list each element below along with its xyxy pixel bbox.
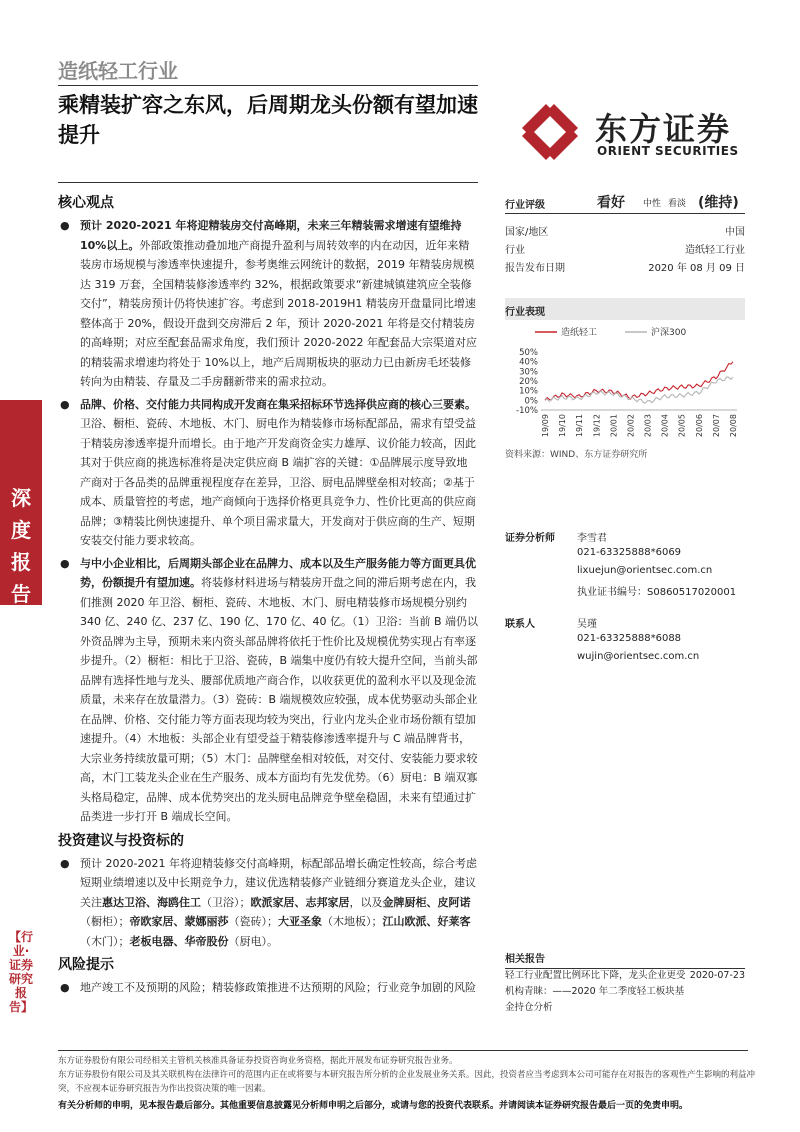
- info-value: 造纸轻工行业: [685, 245, 745, 256]
- side-char: 报: [11, 550, 31, 574]
- x-tick-label: 19/12: [592, 414, 602, 438]
- related-report[interactable]: [505, 1000, 745, 1016]
- x-tick-label: 19/10: [558, 414, 568, 438]
- invest-text: （瓷砖）；: [228, 915, 278, 928]
- x-tick-label: 20/02: [626, 414, 636, 438]
- legend-label: 造纸轻工: [561, 328, 598, 338]
- info-key: 行业: [505, 245, 525, 256]
- invest-stock: 大亚圣象: [278, 915, 322, 928]
- core-bullet: [58, 554, 478, 827]
- bullet-dot-icon: ●: [60, 556, 70, 570]
- info-row-region: [505, 220, 745, 238]
- x-tick-label: 20/05: [677, 414, 687, 438]
- core-heading: 核心观点: [58, 195, 114, 211]
- info-panel: [505, 190, 745, 274]
- chart-y-axis: [516, 348, 538, 416]
- invest-bullet: [58, 854, 478, 952]
- rating-label: 行业评级: [505, 200, 545, 211]
- related-report[interactable]: [505, 968, 745, 984]
- contact-email[interactable]: wujin@orientsec.com.cn: [577, 651, 700, 662]
- industry-title: 造纸轻工行业: [58, 59, 178, 83]
- side-char: 度: [11, 518, 31, 542]
- x-tick-label: 19/11: [575, 414, 585, 438]
- title-rule-top: [58, 85, 478, 86]
- rating-hold: (维持): [698, 195, 739, 211]
- analyst-email[interactable]: lixuejun@orientsec.com.cn: [577, 565, 713, 576]
- invest-heading: 投资建议与投资标的: [58, 832, 184, 849]
- bullet-dot-icon: ●: [60, 981, 70, 994]
- footer-disclaimer: [58, 1054, 758, 1096]
- x-tick-label: 20/08: [729, 414, 738, 438]
- y-tick-label: -10%: [516, 406, 538, 416]
- rating-bad: 看淡: [668, 199, 687, 209]
- legend-label: 沪深300: [651, 328, 687, 338]
- invest-text: 预计 2020-2021 年将迎精装修交付高峰期，标配部品增长确定性较高，综合考虑短期业绩增速以及中长期竞争力，建议优选精装修产业链细分赛道龙头企业，建议关注: [80, 856, 477, 909]
- contact-row: [505, 649, 755, 667]
- x-tick-label: 19/09: [541, 414, 550, 438]
- info-row-industry: [505, 238, 745, 256]
- series-line-industry: [545, 362, 733, 401]
- x-tick-label: 20/07: [711, 414, 721, 438]
- invest-text: （厨电）。: [228, 934, 278, 948]
- invest-stock: 金牌厨柜、皮阿诺: [382, 895, 471, 909]
- x-tick-label: 20/03: [643, 414, 653, 438]
- chart-legend: [535, 326, 686, 338]
- invest-text: （橱柜）；: [80, 915, 130, 928]
- x-tick-label: 20/04: [660, 414, 670, 438]
- performance-chart: [505, 322, 745, 440]
- bullet-text: 将装修材料进场与精装房开盘之间的滞后期考虑在内，我们推测 2020 年卫浴、橱柜、瓷砖、木地板、木门、厨电精装修市场规模分别约 340 亿、240 亿、237 亿、190 亿、170 亿、40 亿。（1）卫浴：当前 B 端仍以外资品牌为主导，预期未来内资头部品牌将依托于性价比及规模优势实现占有率逐步提升。（2）橱柜：相比于卫浴、瓷砖，B 端集中度仍有较大提升空间，当前头部品牌有选择性地与龙头、腰部优质地产商合作，以收获更优的盈利水平以及现金流质量，未来存在放量潜力。（3）瓷砖：B 端规模效应较强，成本优势驱动头部企业在品牌、价格、交付能力等方面表现均较为突出，行业内龙头企业市场份额有望加速提升。（4）木地板：头部企业有望受益于精装修渗透率提升与 C 端品牌背书，大宗业务持续放量可期；（5）木门：品牌壁垒相对较低，对交付、安装能力要求较高，木门工装龙头企业在生产服务、成本方面均有先发优势。（6）厨电：B 端双寡头格局稳定，品牌、成本优势突出的龙头厨电品牌竞争壁垒稳固，未来有望通过扩品类进一步打开 B 端成长空间。: [80, 576, 478, 823]
- invest-text: ，以及: [349, 895, 383, 909]
- invest-stock: 帝欧家居、蒙娜丽莎: [129, 915, 229, 928]
- invest-stock: 欧派家居、志邦家居: [250, 895, 350, 909]
- chart-source: 资料来源：WIND、东方证券研究所: [505, 450, 648, 460]
- performance-heading: 行业表现: [505, 298, 745, 320]
- info-value: 2020 年 08 月 09 日: [648, 263, 745, 274]
- analyst-key: 证券分析师: [505, 533, 555, 544]
- core-bullet: [58, 216, 478, 392]
- y-tick-label: 30%: [519, 367, 538, 378]
- contact-row: [505, 613, 755, 631]
- info-key: 国家/地区: [505, 227, 549, 238]
- related-report[interactable]: [505, 984, 745, 1000]
- chart-plot: [541, 362, 737, 410]
- analyst-phone: 021-63325888*6069: [577, 547, 682, 558]
- bullet-bold: 与中小企业相比，后周期头部企业在品牌力、成本以及生产服务能力等方面更具优势，份额提升有望加速。: [80, 556, 476, 589]
- title-rule-bottom: [58, 182, 478, 183]
- x-tick-label: 20/06: [694, 414, 704, 438]
- side-char: 深: [11, 486, 31, 510]
- y-tick-label: 10%: [519, 386, 538, 397]
- bullet-dot-icon: ●: [60, 219, 70, 232]
- main-column: [58, 190, 478, 1001]
- risk-text: 地产竣工不及预期的风险；精装修政策推进不达预期的风险；行业竞争加剧的风险: [80, 981, 476, 994]
- y-tick-label: 20%: [519, 377, 538, 387]
- invest-text: （木门）；: [80, 934, 130, 948]
- analyst-license: 执业证书编号：S0860517020001: [577, 587, 737, 598]
- rating-mid: 中性: [643, 199, 662, 209]
- risk-heading: 风险提示: [58, 957, 114, 973]
- report-title: 乘精装扩容之东风，后周期龙头份额有望加速提升: [58, 93, 478, 147]
- side-report-type: [0, 400, 42, 605]
- core-bullet: [58, 395, 478, 551]
- analyst-name: 李雪君: [577, 533, 607, 544]
- related-title: 机构青睐：——2020 年二季度轻工板块基: [505, 986, 685, 997]
- info-row-date: [505, 256, 745, 274]
- rating-value: 看好: [597, 195, 625, 211]
- bullet-text: 卫浴、橱柜、瓷砖、木地板、木门、厨电作为精装修市场标配部品，需求有望受益于精装房渗透率提升而增长。由于地产开发商资金实力雄厚、议价能力较高，因此其对于供应商的挑选标准将是决定供应商 B 端扩容的关键：①品牌展示度导致地产商对于各品类的品牌重视程度存在差异，卫浴、厨电品牌壁垒相对较高；②基于成本、质量管控的考虑，地产商倾向于选择价格更具竞争力、性价比更高的供应商品牌；③精装比例快速提升、单个项目需求量大，开发商对于供应商的生产、短期安装交付能力要求较高。: [80, 417, 476, 547]
- side-char: 告: [11, 582, 31, 606]
- info-key: 报告发布日期: [505, 263, 565, 274]
- x-tick-label: 20/01: [609, 414, 619, 438]
- contact-phone: 021-63325888*6088: [577, 633, 682, 644]
- bullet-text: 外部政策推动叠加地产商提升盈利与周转效率的内在动因，近年来精装房市场规模与渗透率快速提升，参考奥维云网统计的数据，2019 年精装房规模达 319 万套，全国精装修渗透率约 32%，根据政策要求“新建城镇建筑应全装修交付”，精装房预计仍将快速扩容。考虑到 2018-2019H1 精装房开盘量同比增速整体高于 20%，假设开盘到交房滞后 2 年，预计 2020-2021 年将是交付精装房的高峰期；对应至配套品需求角度，我们预计 2020-2022 年配套品大宗渠道对应的精装需求增速均将处于 10%以上，地产后周期板块的驱动力已由新房毛坯装修转向为由精装、存量及二手房翻新带来的需求拉动。: [80, 238, 477, 388]
- rating-row: [505, 190, 745, 214]
- invest-stock: 江山欧派、好莱客: [382, 915, 471, 928]
- analyst-row: [505, 545, 755, 563]
- bullet-dot-icon: ●: [60, 856, 70, 870]
- side-tag: 【行业·证券研究报告】: [8, 930, 33, 1014]
- related-heading: 相关报告: [505, 950, 745, 969]
- related-title: 轻工行业配置比例环比下降，龙头企业更受: [505, 970, 686, 981]
- analyst-block: [505, 527, 755, 667]
- contact-name: 吴瑾: [577, 619, 597, 630]
- invest-text: （卫浴）；: [201, 895, 251, 909]
- related-date: 2020-07-23: [689, 970, 745, 981]
- analyst-row: [505, 527, 755, 545]
- bullet-dot-icon: ●: [60, 397, 70, 411]
- invest-stock: 老板电器、华帝股份: [129, 934, 229, 948]
- footer-rule: [58, 1050, 748, 1051]
- bullet-bold: 品牌、价格、交付能力共同构成开发商在集采招标环节选择供应商的核心三要素。: [80, 397, 476, 411]
- y-tick-label: 40%: [519, 357, 538, 368]
- contact-row: [505, 631, 755, 649]
- contact-key: 联系人: [505, 619, 535, 630]
- analyst-row: [505, 581, 755, 599]
- footer-line: 东方证券股份有限公司经相关主管机关核准具备证券投资咨询业务资格，据此开展发布证券研究报告业务。: [58, 1056, 458, 1066]
- info-value: 中国: [725, 227, 745, 238]
- y-tick-label: 50%: [519, 348, 538, 358]
- related-title: 金持仓分析: [505, 1002, 553, 1013]
- logo-text-en: ORIENT SECURITIES: [597, 144, 739, 158]
- chart-x-axis: [541, 414, 738, 437]
- risk-bullet: [58, 978, 478, 998]
- invest-stock: 惠达卫浴、海鸥住工: [102, 895, 201, 909]
- footer-bold: 有关分析师的申明，见本报告最后部分。其他重要信息披露见分析师申明之后部分，或请与您的投资代表联系。并请阅读本证券研究报告最后一页的免责申明。: [58, 1101, 689, 1111]
- invest-text: （木地板）；: [322, 915, 383, 928]
- logo-text-cn: 东方证券: [595, 110, 732, 148]
- bullet-bold: 预计 2020-2021 年将迎精装房交付高峰期，未来三年精装需求增速有望维持 10%以上。: [80, 219, 462, 252]
- analyst-row: [505, 563, 755, 581]
- y-tick-label: 0%: [524, 396, 538, 407]
- footer-line: 东方证券股份有限公司及其关联机构在法律许可的范围内正在或将要与本研究报告所分析的企业发展业务关系。因此，投资者应当考虑到本公司可能存在对报告的客观性产生影响的利益冲突，不应视本证券研究报告为作出投资决策的唯一因素。: [58, 1070, 756, 1094]
